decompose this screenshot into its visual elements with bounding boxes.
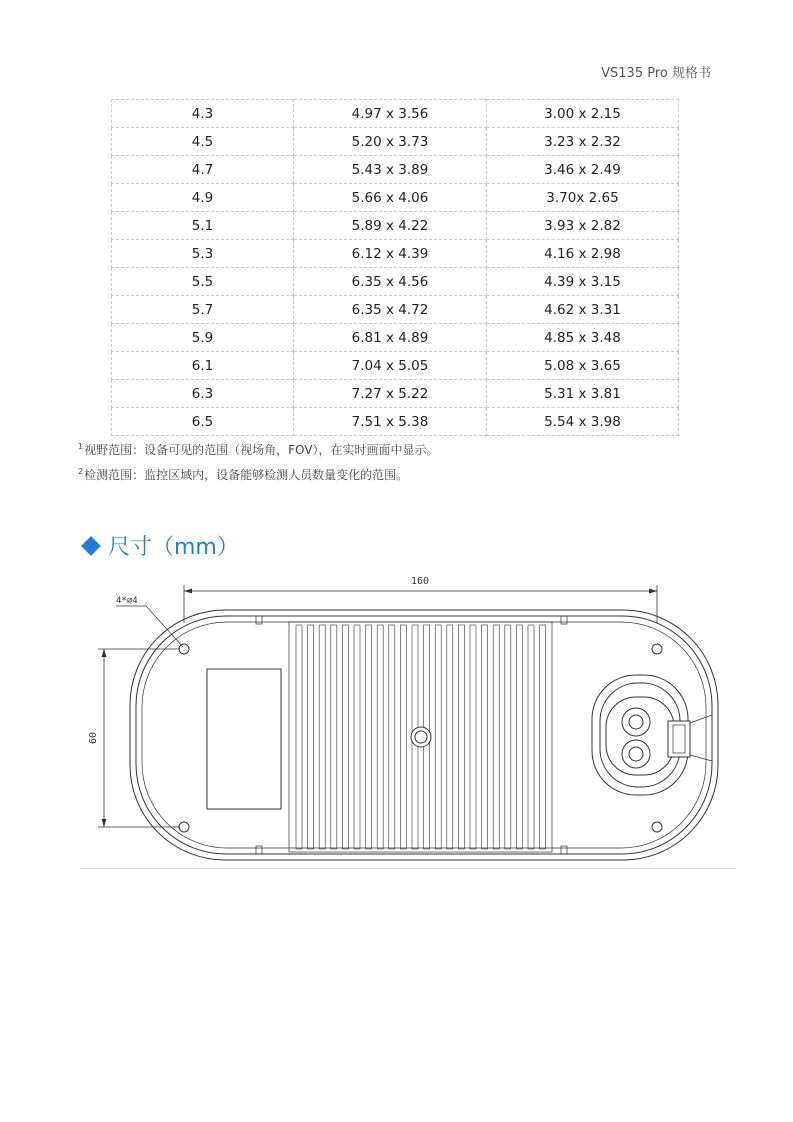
heatsink-fin <box>366 625 372 849</box>
holes-label: 4*∅4 <box>116 596 138 606</box>
arrow-right-icon <box>649 589 657 594</box>
footnote-2 <box>78 461 438 486</box>
display-window <box>207 669 281 809</box>
table-row <box>112 100 679 128</box>
spec-table <box>111 99 679 436</box>
table-cell: 3.23 x 2.32 <box>487 128 679 156</box>
heatsink-fin <box>528 625 534 849</box>
table-cell: 4.7 <box>112 156 294 184</box>
mounting-hole-icon <box>652 644 662 654</box>
table-cell: 3.70x 2.65 <box>487 184 679 212</box>
heatsink-fin <box>482 625 488 849</box>
table-cell: 5.20 x 3.73 <box>294 128 487 156</box>
width-dimension-label: 160 <box>410 576 430 587</box>
table-row <box>112 184 679 212</box>
footnote-mark: 1 <box>78 442 84 451</box>
mounting-hole-icon <box>179 644 189 654</box>
table-cell: 6.81 x 4.89 <box>294 324 487 352</box>
table-cell: 6.12 x 4.39 <box>294 240 487 268</box>
diamond-bullet-icon <box>81 536 101 556</box>
footnote-mark: 2 <box>78 467 84 476</box>
table-cell: 5.9 <box>112 324 294 352</box>
table-cell: 3.46 x 2.49 <box>487 156 679 184</box>
table-cell: 5.7 <box>112 296 294 324</box>
arrow-left-icon <box>184 589 192 594</box>
table-cell: 5.31 x 3.81 <box>487 380 679 408</box>
table-cell: 5.89 x 4.22 <box>294 212 487 240</box>
section-divider <box>80 868 736 869</box>
document-header-title: VS135 Pro 规格书 <box>601 66 711 81</box>
table-cell: 4.85 x 3.48 <box>487 324 679 352</box>
heatsink-fin <box>493 625 499 849</box>
footnote-text: 检测范围：监控区域内，设备能够检测人员数量变化的范围。 <box>84 468 409 482</box>
table-cell: 3.00 x 2.15 <box>487 100 679 128</box>
arrow-down-icon <box>102 819 107 827</box>
table-cell: 6.3 <box>112 380 294 408</box>
table-cell: 6.1 <box>112 352 294 380</box>
table-row <box>112 156 679 184</box>
table-cell: 5.5 <box>112 268 294 296</box>
table-row <box>112 268 679 296</box>
table-row <box>112 324 679 352</box>
mounting-hole-icon <box>652 822 662 832</box>
heatsink-fin <box>470 625 476 849</box>
table-cell: 5.3 <box>112 240 294 268</box>
heatsink-fin <box>354 625 360 849</box>
heatsink-fin <box>516 625 522 849</box>
footnote-text: 视野范围：设备可见的范围（视场角，FOV），在实时画面中显示。 <box>84 443 439 457</box>
table-row <box>112 380 679 408</box>
table-cell: 4.3 <box>112 100 294 128</box>
latch-edge-top <box>690 715 712 723</box>
table-cell: 5.43 x 3.89 <box>294 156 487 184</box>
table-cell: 6.35 x 4.56 <box>294 268 487 296</box>
dimension-drawing <box>80 565 736 865</box>
table-row <box>112 212 679 240</box>
section-title: 尺寸（mm） <box>108 535 239 560</box>
spec-table-body <box>112 100 679 436</box>
table-cell: 4.62 x 3.31 <box>487 296 679 324</box>
latch-edge-bottom <box>690 755 712 761</box>
table-cell: 5.54 x 3.98 <box>487 408 679 436</box>
heatsink-fin <box>331 625 337 849</box>
table-cell: 7.04 x 5.05 <box>294 352 487 380</box>
footnotes <box>78 436 438 486</box>
table-cell: 3.93 x 2.82 <box>487 212 679 240</box>
table-cell: 4.97 x 3.56 <box>294 100 487 128</box>
heatsink-fin <box>319 625 325 849</box>
heatsink-fin <box>308 625 314 849</box>
heatsink-fin <box>458 625 464 849</box>
heatsink-fin <box>435 625 441 849</box>
table-cell: 6.35 x 4.72 <box>294 296 487 324</box>
table-row <box>112 352 679 380</box>
notch-bottom-left <box>256 846 262 854</box>
height-dimension-label: 60 <box>88 731 99 745</box>
table-cell: 5.08 x 3.65 <box>487 352 679 380</box>
notch-top-right <box>561 616 567 624</box>
table-cell: 4.16 x 2.98 <box>487 240 679 268</box>
notch-top-left <box>256 616 262 624</box>
heatsink-fin <box>505 625 511 849</box>
table-row <box>112 296 679 324</box>
table-cell: 4.5 <box>112 128 294 156</box>
heatsink-fin <box>400 625 406 849</box>
mounting-hole-icon <box>179 822 189 832</box>
table-row <box>112 128 679 156</box>
table-cell: 7.27 x 5.22 <box>294 380 487 408</box>
table-cell: 7.51 x 5.38 <box>294 408 487 436</box>
table-cell: 4.9 <box>112 184 294 212</box>
table-cell: 4.39 x 3.15 <box>487 268 679 296</box>
section-heading <box>80 530 239 561</box>
heatsink-fin <box>540 625 546 849</box>
center-screw-inner-icon <box>415 731 427 743</box>
heatsink-fin <box>447 625 453 849</box>
latch-outer <box>668 721 690 757</box>
notch-bottom-right <box>561 846 567 854</box>
arrow-up-icon <box>102 649 107 657</box>
heatsink-fin <box>296 625 302 849</box>
table-cell: 5.1 <box>112 212 294 240</box>
heatsink-fin <box>342 625 348 849</box>
table-row <box>112 240 679 268</box>
table-row <box>112 408 679 436</box>
footnote-1 <box>78 436 438 461</box>
heatsink-fin <box>389 625 395 849</box>
table-cell: 6.5 <box>112 408 294 436</box>
heatsink-fin <box>377 625 383 849</box>
table-cell: 5.66 x 4.06 <box>294 184 487 212</box>
